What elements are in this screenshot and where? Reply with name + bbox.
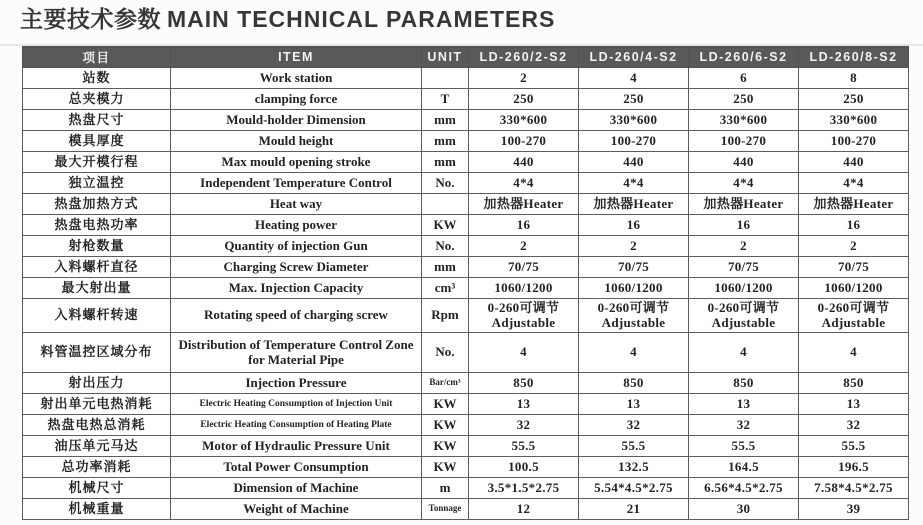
- param-value: 1060/1200: [799, 278, 909, 299]
- param-value: 4: [469, 333, 579, 373]
- param-name-zh: 射出单元电热消耗: [23, 394, 171, 415]
- param-unit: Bar/cm³: [422, 373, 469, 394]
- param-value: 1060/1200: [579, 278, 689, 299]
- param-value: 32: [689, 415, 799, 436]
- parameters-table: [22, 46, 909, 520]
- param-value: 1060/1200: [469, 278, 579, 299]
- table-row: [23, 394, 909, 415]
- param-value: 16: [579, 215, 689, 236]
- param-name-zh: 入料螺杆直径: [23, 257, 171, 278]
- param-unit: KW: [422, 436, 469, 457]
- param-value: 加热器Heater: [689, 194, 799, 215]
- page-title-en: MAIN TECHNICAL PARAMETERS: [167, 6, 556, 32]
- header-model-4: LD-260/8-S2: [799, 47, 909, 68]
- param-unit: m: [422, 478, 469, 499]
- param-value: 100-270: [799, 131, 909, 152]
- param-unit: mm: [422, 152, 469, 173]
- param-value: 4: [579, 68, 689, 89]
- param-name-en: Heating power: [171, 215, 422, 236]
- param-name-en: Motor of Hydraulic Pressure Unit: [171, 436, 422, 457]
- param-unit: No.: [422, 236, 469, 257]
- table-row: [23, 373, 909, 394]
- param-value: 7.58*4.5*2.75: [799, 478, 909, 499]
- param-value: 4: [579, 333, 689, 373]
- param-value: 16: [469, 215, 579, 236]
- param-value: 2: [579, 236, 689, 257]
- param-value: 2: [469, 68, 579, 89]
- param-name-zh: 站数: [23, 68, 171, 89]
- param-unit: KW: [422, 415, 469, 436]
- param-name-zh: 射出压力: [23, 373, 171, 394]
- param-value: 55.5: [579, 436, 689, 457]
- param-value: 100.5: [469, 457, 579, 478]
- table-row: [23, 499, 909, 520]
- param-unit: No.: [422, 173, 469, 194]
- param-unit: [422, 194, 469, 215]
- param-unit: mm: [422, 257, 469, 278]
- param-unit: cm³: [422, 278, 469, 299]
- param-value: 850: [799, 373, 909, 394]
- param-unit: Rpm: [422, 299, 469, 333]
- param-value: 196.5: [799, 457, 909, 478]
- param-name-en: Independent Temperature Control: [171, 173, 422, 194]
- param-value: 3.5*1.5*2.75: [469, 478, 579, 499]
- param-unit: Tonnage: [422, 499, 469, 520]
- param-value: 70/75: [469, 257, 579, 278]
- param-value: 440: [689, 152, 799, 173]
- param-value: 13: [799, 394, 909, 415]
- header-model-1: LD-260/2-S2: [469, 47, 579, 68]
- param-value: 32: [799, 415, 909, 436]
- param-name-en: Heat way: [171, 194, 422, 215]
- param-name-en: Injection Pressure: [171, 373, 422, 394]
- param-name-zh: 热盘电热功率: [23, 215, 171, 236]
- param-value: 32: [579, 415, 689, 436]
- page-title: [20, 1, 555, 34]
- param-name-zh: 总功率消耗: [23, 457, 171, 478]
- param-name-en: Work station: [171, 68, 422, 89]
- param-value: 4: [689, 333, 799, 373]
- param-unit: mm: [422, 110, 469, 131]
- table-row: [23, 131, 909, 152]
- header-item-en: ITEM: [171, 47, 422, 68]
- param-value: 250: [689, 89, 799, 110]
- param-name-zh: 料管温控区域分布: [23, 333, 171, 373]
- table-row: [23, 152, 909, 173]
- param-value: 13: [579, 394, 689, 415]
- param-value: 0-260可调节 Adjustable: [579, 299, 689, 333]
- param-name-zh: 独立温控: [23, 173, 171, 194]
- param-value: 21: [579, 499, 689, 520]
- page-title-zh: 主要技术参数: [20, 6, 161, 32]
- param-name-en: Electric Heating Consumption of Heating Plate: [171, 415, 422, 436]
- param-value: 2: [469, 236, 579, 257]
- table-row: [23, 436, 909, 457]
- param-value: 8: [799, 68, 909, 89]
- param-unit: No.: [422, 333, 469, 373]
- param-value: 132.5: [579, 457, 689, 478]
- param-name-zh: 油压单元马达: [23, 436, 171, 457]
- param-value: 440: [799, 152, 909, 173]
- param-name-zh: 机械重量: [23, 499, 171, 520]
- table-row: [23, 457, 909, 478]
- param-value: 39: [799, 499, 909, 520]
- param-value: 250: [799, 89, 909, 110]
- param-value: 12: [469, 499, 579, 520]
- param-name-en: Max. Injection Capacity: [171, 278, 422, 299]
- param-value: 100-270: [469, 131, 579, 152]
- header-item-zh: 项目: [23, 47, 171, 68]
- param-unit: KW: [422, 215, 469, 236]
- param-value: 55.5: [799, 436, 909, 457]
- param-value: 250: [469, 89, 579, 110]
- param-value: 440: [469, 152, 579, 173]
- param-value: 55.5: [689, 436, 799, 457]
- table-row: [23, 215, 909, 236]
- param-value: 55.5: [469, 436, 579, 457]
- table-row: [23, 299, 909, 333]
- param-value: 4*4: [469, 173, 579, 194]
- table-row: [23, 478, 909, 499]
- param-name-en: Total Power Consumption: [171, 457, 422, 478]
- table-body: [23, 68, 909, 520]
- param-value: 2: [689, 236, 799, 257]
- param-value: 100-270: [689, 131, 799, 152]
- param-value: 4*4: [689, 173, 799, 194]
- param-unit: T: [422, 89, 469, 110]
- table-row: [23, 415, 909, 436]
- param-value: 100-270: [579, 131, 689, 152]
- param-value: 70/75: [689, 257, 799, 278]
- param-unit: KW: [422, 457, 469, 478]
- param-name-en: clamping force: [171, 89, 422, 110]
- param-name-en: Max mould opening stroke: [171, 152, 422, 173]
- param-name-en: Mould height: [171, 131, 422, 152]
- param-value: 加热器Heater: [579, 194, 689, 215]
- param-value: 0-260可调节 Adjustable: [799, 299, 909, 333]
- param-name-zh: 射枪数量: [23, 236, 171, 257]
- param-value: 330*600: [469, 110, 579, 131]
- table-row: [23, 257, 909, 278]
- param-value: 5.54*4.5*2.75: [579, 478, 689, 499]
- param-value: 850: [579, 373, 689, 394]
- header-model-2: LD-260/4-S2: [579, 47, 689, 68]
- param-name-en: Charging Screw Diameter: [171, 257, 422, 278]
- param-value: 4: [799, 333, 909, 373]
- param-name-zh: 热盘加热方式: [23, 194, 171, 215]
- header-model-3: LD-260/6-S2: [689, 47, 799, 68]
- table-row: [23, 110, 909, 131]
- param-name-zh: 入料螺杆转速: [23, 299, 171, 333]
- table-header-row: [23, 47, 909, 68]
- param-value: 1060/1200: [689, 278, 799, 299]
- param-value: 440: [579, 152, 689, 173]
- param-value: 164.5: [689, 457, 799, 478]
- param-name-en: Dimension of Machine: [171, 478, 422, 499]
- param-name-zh: 热盘尺寸: [23, 110, 171, 131]
- param-name-zh: 机械尺寸: [23, 478, 171, 499]
- param-value: 850: [689, 373, 799, 394]
- param-value: 13: [469, 394, 579, 415]
- param-value: 6.56*4.5*2.75: [689, 478, 799, 499]
- param-name-en: Rotating speed of charging screw: [171, 299, 422, 333]
- table-row: [23, 333, 909, 373]
- param-value: 250: [579, 89, 689, 110]
- param-value: 6: [689, 68, 799, 89]
- param-value: 4*4: [799, 173, 909, 194]
- param-name-en: Mould-holder Dimension: [171, 110, 422, 131]
- param-name-zh: 总夹模力: [23, 89, 171, 110]
- param-value: 0-260可调节 Adjustable: [469, 299, 579, 333]
- table-row: [23, 194, 909, 215]
- param-value: 加热器Heater: [799, 194, 909, 215]
- param-name-zh: 模具厚度: [23, 131, 171, 152]
- param-name-zh: 热盘电热总消耗: [23, 415, 171, 436]
- param-name-en: Electric Heating Consumption of Injection Unit: [171, 394, 422, 415]
- param-value: 330*600: [689, 110, 799, 131]
- param-value: 0-260可调节 Adjustable: [689, 299, 799, 333]
- param-value: 30: [689, 499, 799, 520]
- header-unit: UNIT: [422, 47, 469, 68]
- param-value: 16: [689, 215, 799, 236]
- param-name-zh: 最大射出量: [23, 278, 171, 299]
- param-value: 330*600: [579, 110, 689, 131]
- param-value: 4*4: [579, 173, 689, 194]
- table-row: [23, 89, 909, 110]
- param-name-zh: 最大开模行程: [23, 152, 171, 173]
- table-row: [23, 68, 909, 89]
- param-value: 加热器Heater: [469, 194, 579, 215]
- table-row: [23, 173, 909, 194]
- param-unit: mm: [422, 131, 469, 152]
- param-value: 32: [469, 415, 579, 436]
- param-name-en: Weight of Machine: [171, 499, 422, 520]
- param-value: 13: [689, 394, 799, 415]
- param-value: 70/75: [579, 257, 689, 278]
- param-value: 16: [799, 215, 909, 236]
- param-unit: KW: [422, 394, 469, 415]
- param-value: 850: [469, 373, 579, 394]
- table-row: [23, 278, 909, 299]
- param-name-en: Quantity of injection Gun: [171, 236, 422, 257]
- param-value: 330*600: [799, 110, 909, 131]
- param-name-en: Distribution of Temperature Control Zone for Material Pipe: [171, 333, 422, 373]
- table-row: [23, 236, 909, 257]
- param-value: 70/75: [799, 257, 909, 278]
- param-unit: [422, 68, 469, 89]
- param-value: 2: [799, 236, 909, 257]
